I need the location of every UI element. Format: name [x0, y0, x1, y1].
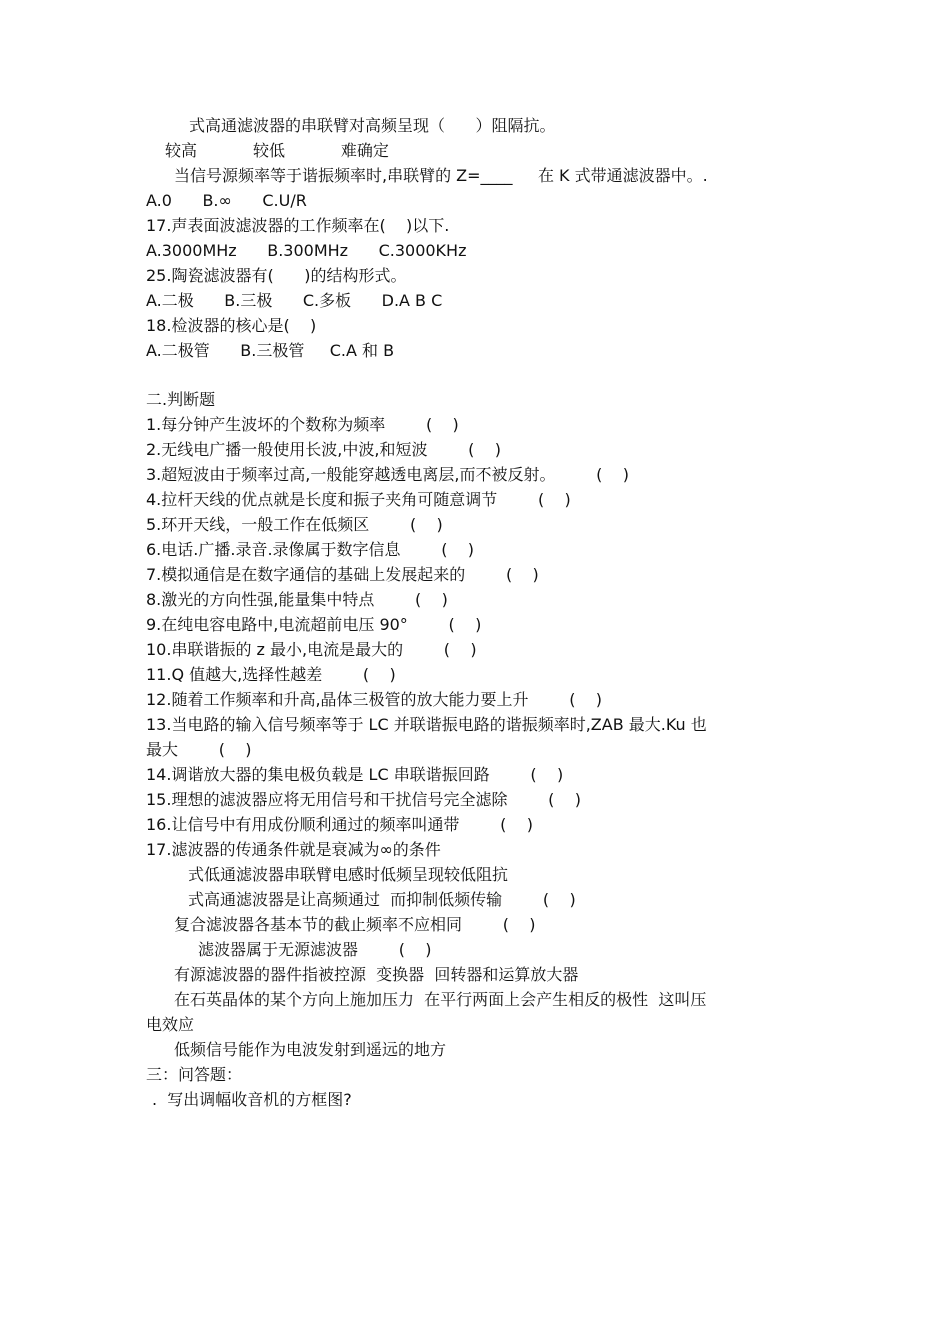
section-heading-qa: 三：问答题：	[146, 1065, 243, 1084]
judgment-item: 13.当电路的输入信号频率等于 LC 并联谐振电路的谐振频率时,ZAB 最大.Ku 也	[146, 715, 707, 734]
question-line-highpass-impedance: 式高通滤波器的串联臂对高频呈现（ ）阻隔抗。	[189, 116, 556, 135]
judgment-item: 16.让信号中有用成份顺利通过的频率叫通带 ( )	[146, 815, 533, 834]
judgment-item: 6.电话.广播.录音.录像属于数字信息 ( )	[146, 540, 475, 559]
question-line-25: 25.陶瓷滤波器有( )的结构形式。	[146, 266, 407, 285]
judgment-item: 14.调谐放大器的集电极负载是 LC 串联谐振回路 ( )	[146, 765, 564, 784]
qa-item: . 写出调幅收音机的方框图?	[152, 1090, 352, 1109]
judgment-item-continuation: 电效应	[146, 1015, 195, 1034]
judgment-item: 式低通滤波器串联臂电感时低频呈现较低阻抗	[188, 865, 509, 884]
judgment-item: 1.每分钟产生波坏的个数称为频率 ( )	[146, 415, 459, 434]
judgment-item: 式高通滤波器是让高频通过 而抑制低频传输 ( )	[188, 890, 576, 909]
judgment-item-continuation: 最大 ( )	[146, 740, 252, 759]
judgment-item: 15.理想的滤波器应将无用信号和干扰信号完全滤除 ( )	[146, 790, 581, 809]
section-heading-true-false: 二.判断题	[146, 390, 216, 409]
judgment-item: 5.环开天线，一般工作在低频区 ( )	[146, 515, 443, 534]
answer-options-line: A.二极 B.三极 C.多板 D.A B C	[146, 291, 443, 310]
judgment-item: 有源滤波器的器件指被控源 变换器 回转器和运算放大器	[174, 965, 579, 984]
question-line-17: 17.声表面波滤波器的工作频率在( )以下.	[146, 216, 450, 235]
judgment-item: 10.串联谐振的 z 最小,电流是最大的 ( )	[146, 640, 477, 659]
answer-options-line: A.二极管 B.三极管 C.A 和 B	[146, 341, 395, 360]
judgment-item: 3.超短波由于频率过高,一般能穿越透电离层,而不被反射。 ( )	[146, 465, 629, 484]
judgment-item: 4.拉杆天线的优点就是长度和振子夹角可随意调节 ( )	[146, 490, 571, 509]
judgment-item: 2.无线电广播一般使用长波,中波,和短波 ( )	[146, 440, 501, 459]
judgment-item: 滤波器属于无源滤波器 ( )	[198, 940, 432, 959]
question-line-series-arm: 当信号源频率等于谐振频率时,串联臂的 Z=____ 在 K 式带通滤波器中。.	[174, 166, 708, 185]
judgment-item: 复合滤波器各基本节的截止频率不应相同 ( )	[174, 915, 536, 934]
judgment-item: 在石英晶体的某个方向上施加压力 在平行两面上会产生相反的极性 这叫压	[174, 990, 707, 1009]
judgment-item: 7.模拟通信是在数字通信的基础上发展起来的 ( )	[146, 565, 539, 584]
question-line-18: 18.检波器的核心是( )	[146, 316, 317, 335]
answer-options-line: A.0 B.∞ C.U/R	[146, 191, 307, 210]
judgment-item: 低频信号能作为电波发射到遥远的地方	[174, 1040, 447, 1059]
judgment-item: 11.Q 值越大,选择性越差 ( )	[146, 665, 396, 684]
answer-options-line: A.3000MHz B.300MHz C.3000KHz	[146, 241, 467, 260]
answer-options-line: 较高 较低 难确定	[165, 141, 389, 160]
judgment-item: 17.滤波器的传通条件就是衰减为∞的条件	[146, 840, 441, 859]
judgment-item: 12.随着工作频率和升高,晶体三极管的放大能力要上升 ( )	[146, 690, 603, 709]
judgment-item: 9.在纯电容电路中,电流超前电压 90° ( )	[146, 615, 482, 634]
judgment-item: 8.激光的方向性强,能量集中特点 ( )	[146, 590, 448, 609]
